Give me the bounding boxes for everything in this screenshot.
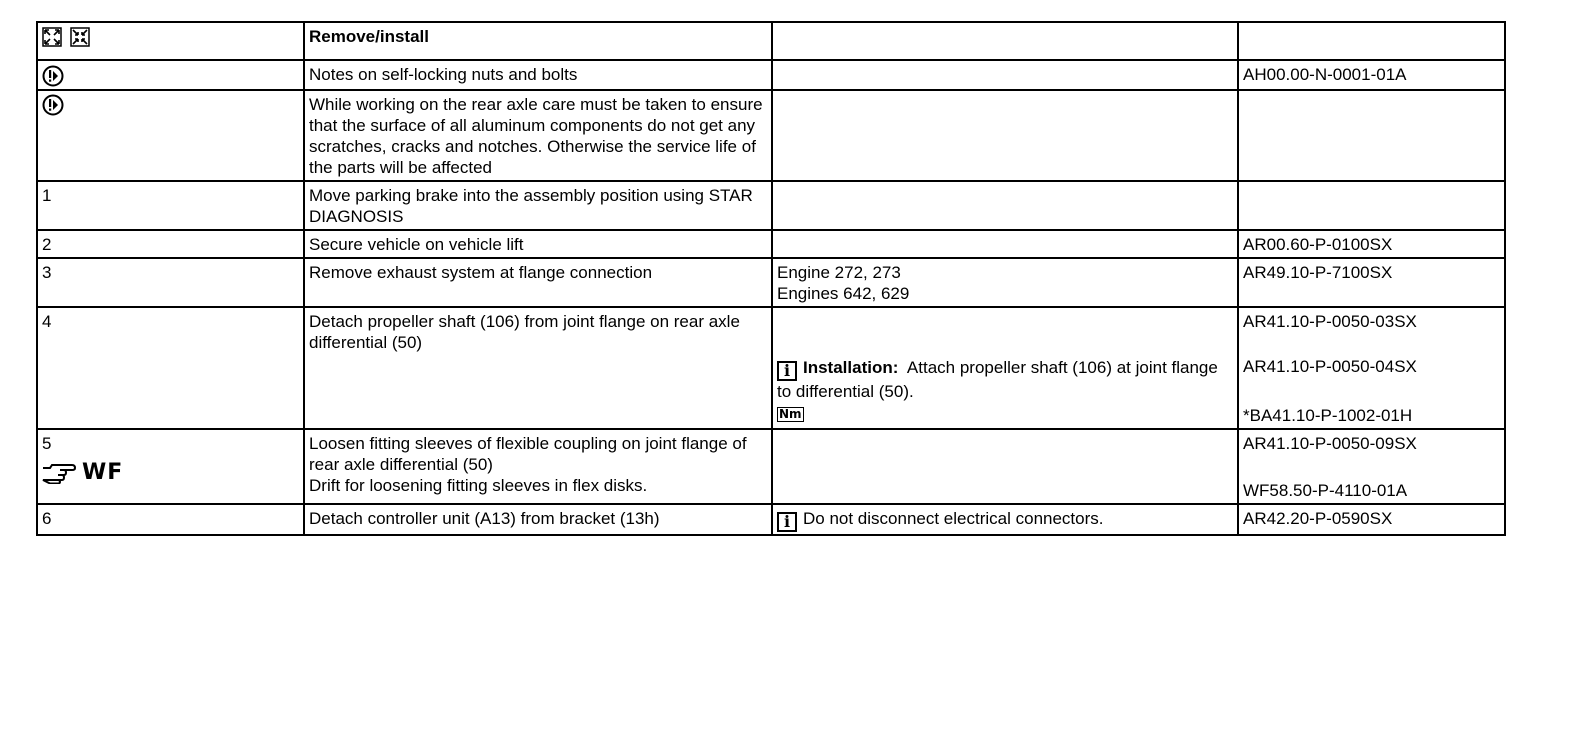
step-text (304, 429, 772, 504)
step-row-1 (37, 181, 1505, 230)
note-text: While working on the rear axle care must be taken to ensure that the surface of all aluminum components do not get any scratches, cracks and notches. Otherwise the service life of the parts will be affected (304, 90, 772, 181)
workshop-equipment (42, 462, 299, 484)
expand-icon[interactable] (42, 27, 62, 47)
engine-variant: Engines 642, 629 (777, 283, 910, 303)
note-comment (772, 90, 1238, 181)
collapse-icon[interactable] (70, 27, 90, 47)
header-row (37, 22, 1505, 60)
step-text: Move parking brake into the assembly position using STAR DIAGNOSIS (304, 181, 772, 230)
step-ref-link[interactable]: *BA41.10-P-1002-01H (1243, 405, 1413, 425)
step-comment (772, 258, 1238, 307)
step-comment (772, 307, 1238, 429)
step-number: 2 (37, 230, 304, 258)
header-col3 (772, 22, 1238, 60)
note-ref-link[interactable]: AH00.00-N-0001-01A (1238, 60, 1505, 90)
step-comment (772, 429, 1238, 504)
step-number: 1 (37, 181, 304, 230)
step-ref-link[interactable]: AR41.10-P-0050-09SX (1243, 433, 1417, 453)
header-col4 (1238, 22, 1505, 60)
step-number: 4 (37, 307, 304, 429)
step-number: 3 (37, 258, 304, 307)
step-number: 6 (37, 504, 304, 535)
notice-icon (42, 94, 64, 116)
step-number-cell (37, 429, 304, 504)
workshop-label[interactable]: WF (82, 460, 124, 486)
step-row-4 (37, 307, 1505, 429)
step-text: Detach controller unit (A13) from bracket (13h) (304, 504, 772, 535)
note-row (37, 90, 1505, 181)
installation-note (777, 357, 1233, 402)
step-text-tool: Drift for loosening fitting sleeves in flex disks. (309, 475, 648, 495)
step-comment (772, 504, 1238, 535)
note-ref (1238, 90, 1505, 181)
step-refs (1238, 429, 1505, 504)
step-ref-link[interactable]: AR49.10-P-7100SX (1238, 258, 1505, 307)
step-refs (1238, 307, 1505, 429)
step-comment (772, 230, 1238, 258)
note-icon-cell (37, 90, 304, 181)
step-ref-link[interactable]: WF58.50-P-4110-01A (1243, 480, 1408, 500)
engine-variant: Engine 272, 273 (777, 262, 901, 282)
step-number: 5 (42, 433, 52, 453)
procedure-table (36, 21, 1506, 536)
info-icon: i (777, 361, 797, 381)
step-row-6 (37, 504, 1505, 535)
note-comment (772, 60, 1238, 90)
section-title: Remove/install (304, 22, 772, 60)
expand-collapse-cell (37, 22, 304, 60)
pointing-hand-icon (42, 462, 76, 484)
step-ref-link[interactable]: AR42.20-P-0590SX (1238, 504, 1505, 535)
notice-icon (42, 65, 64, 87)
step-text: Secure vehicle on vehicle lift (304, 230, 772, 258)
step-text-main: Loosen fitting sleeves of flexible coupling on joint flange of rear axle differential (50) (309, 433, 747, 474)
step-ref-link[interactable]: AR41.10-P-0050-03SX (1243, 311, 1417, 331)
note-row (37, 60, 1505, 90)
note-text: Notes on self-locking nuts and bolts (304, 60, 772, 90)
info-icon: i (777, 512, 797, 532)
step-comment (772, 181, 1238, 230)
step-row-3 (37, 258, 1505, 307)
step-row-2 (37, 230, 1505, 258)
step-ref-link[interactable]: AR00.60-P-0100SX (1238, 230, 1505, 258)
step-text: Detach propeller shaft (106) from joint flange on rear axle differential (50) (304, 307, 772, 429)
step-ref-link[interactable]: AR41.10-P-0050-04SX (1243, 356, 1417, 376)
installation-label: Installation: (803, 357, 899, 377)
step-text: Remove exhaust system at flange connection (304, 258, 772, 307)
note-icon-cell (37, 60, 304, 90)
step-ref (1238, 181, 1505, 230)
torque-nm-icon[interactable]: Nm (779, 406, 802, 421)
step-row-5 (37, 429, 1505, 504)
installation-text: Attach propeller shaft (106) at joint flange to differential (50). (777, 357, 1218, 401)
step-note: Do not disconnect electrical connectors. (803, 508, 1104, 528)
